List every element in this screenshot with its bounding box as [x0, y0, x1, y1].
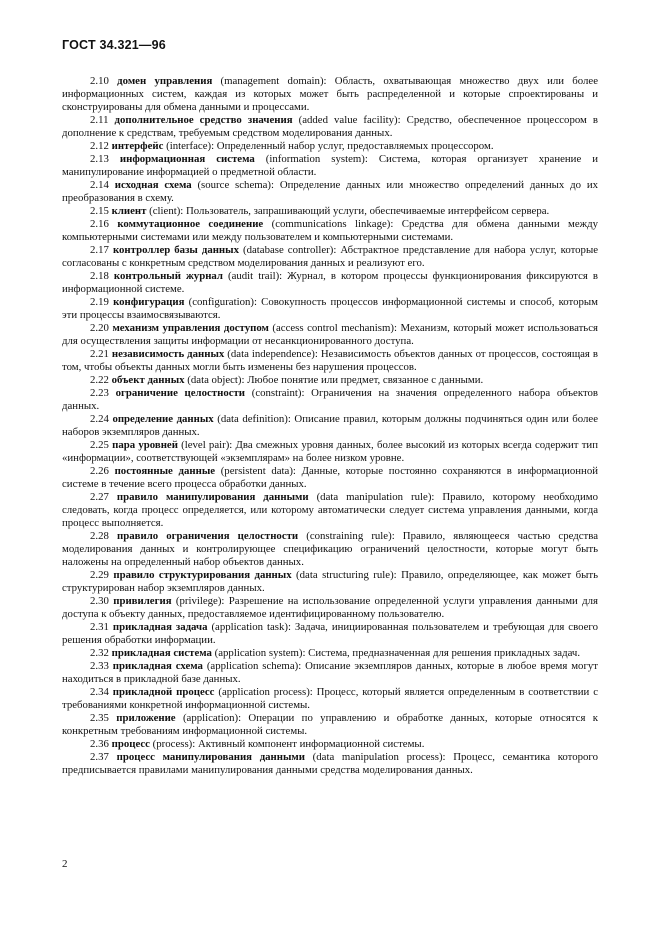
- entry-term: независимость данных: [111, 348, 225, 360]
- entry-definition: (data structuring rule): Правило, определяющее, как может быть структурирован набор экземпляров данных.: [62, 569, 598, 594]
- entry-number: 2.10: [90, 75, 109, 87]
- entry-number: 2.31: [90, 621, 109, 633]
- entry-definition: (application system): Система, предназначенная для решения прикладных задач.: [211, 647, 581, 659]
- entry-definition: (privilege): Разрешение на использование определенной услуги управления данными для доступа к объекту данных, предоставляемое идентифицированному пользователю.: [62, 595, 598, 620]
- definition-entry: [62, 348, 598, 374]
- definition-entry: [62, 621, 598, 647]
- definition-entry: [62, 595, 598, 621]
- definition-entry: [62, 387, 598, 413]
- entry-term: процесс: [111, 738, 150, 750]
- definition-entry: [62, 322, 598, 348]
- entry-definition: (data manipulation process): Процесс, семантика которого предписывается правилами манипулирования данными средства моделирования данных.: [62, 751, 598, 776]
- entry-definition: (application process): Процесс, который является определенным в соответствии с требованиями конкретной информационной системы.: [62, 686, 598, 711]
- entry-term: прикладная система: [111, 647, 212, 659]
- entry-term: приложение: [116, 712, 176, 724]
- entry-number: 2.24: [90, 413, 109, 425]
- entry-term: дополнительное средство значения: [114, 114, 293, 126]
- definition-entry: [62, 374, 598, 387]
- page-number: 2: [62, 858, 68, 870]
- entry-number: 2.14: [90, 179, 109, 191]
- entry-number: 2.23: [90, 387, 109, 399]
- entry-definition: (application task): Задача, инициированная пользователем и требующая для своего решения обработки информации.: [62, 621, 598, 646]
- entry-definition: (information system): Система, которая организует хранение и манипулирование информацией о предметной области.: [62, 153, 598, 178]
- entry-term: исходная схема: [114, 179, 192, 191]
- entry-term: привилегия: [113, 595, 172, 607]
- entry-number: 2.19: [90, 296, 109, 308]
- definition-entry: [62, 491, 598, 530]
- entry-definition: (configuration): Совокупность процессов информационной системы и способ, которым эти процессы взаимосвязываются.: [62, 296, 599, 321]
- definition-entry: [62, 244, 598, 270]
- definition-entry: [62, 712, 598, 738]
- entry-number: 2.27: [90, 491, 109, 503]
- definition-entry: [62, 205, 598, 218]
- entry-term: прикладная задача: [112, 621, 208, 633]
- definition-entry: [62, 75, 598, 114]
- entry-term: определение данных: [112, 413, 214, 425]
- entry-term: прикладной процесс: [112, 686, 215, 698]
- entry-definition: (application): Операции по управлению и обработке данных, которые относятся к конкретным требованиям информационной системы.: [62, 712, 598, 737]
- entry-definition: (constraining rule): Правило, являющееся частью средства моделирования данных и контролирующее спецификацию ограничений целостности, которые могут быть наложены на определенный набор объектов данных.: [62, 530, 599, 568]
- entry-term: прикладная схема: [112, 660, 203, 672]
- entry-definition: (persistent data): Данные, которые постоянно сохраняются в информационной системе в течение всего процесса обработки данных.: [62, 465, 598, 490]
- definition-entry: [62, 569, 598, 595]
- entry-definition: (source schema): Определение данных или множество определений данных до их преобразования в схему.: [62, 179, 598, 204]
- definition-entry: [62, 179, 598, 205]
- entry-term: правило ограничения целостности: [117, 530, 299, 542]
- entry-number: 2.17: [90, 244, 109, 256]
- definition-entry: [62, 751, 598, 777]
- entry-definition: (process): Активный компонент информационной системы.: [149, 738, 425, 750]
- entry-definition: (data object): Любое понятие или предмет, связанное с данными.: [184, 374, 484, 386]
- entry-term: пара уровней: [112, 439, 178, 451]
- entry-number: 2.20: [90, 322, 109, 334]
- entry-definition: (data definition): Описание правил, которым должны подчиняться один или более наборов экземпляров данных.: [62, 413, 598, 438]
- entry-term: ограничение целостности: [115, 387, 246, 399]
- definition-entry: [62, 439, 598, 465]
- entry-number: 2.33: [90, 660, 109, 672]
- entry-term: контроллер базы данных: [112, 244, 239, 256]
- entry-number: 2.30: [90, 595, 109, 607]
- entry-number: 2.36: [90, 738, 109, 750]
- entry-definition: (added value facility): Средство, обеспеченное процессором в дополнение к средствам, требуемым средством моделирования данных.: [62, 114, 599, 139]
- entry-term: процесс манипулирования данными: [116, 751, 305, 763]
- entry-number: 2.13: [90, 153, 109, 165]
- entry-number: 2.35: [90, 712, 109, 724]
- entry-number: 2.26: [90, 465, 109, 477]
- entry-definition: (database controller): Абстрактное представление для набора услуг, которые согласованы с конкретным средством моделирования данных и реализуют его.: [62, 244, 599, 269]
- definition-entry: [62, 465, 598, 491]
- entry-term: контрольный журнал: [113, 270, 223, 282]
- definition-entry: [62, 413, 598, 439]
- entry-number: 2.29: [90, 569, 109, 581]
- entry-number: 2.28: [90, 530, 109, 542]
- entry-term: домен управления: [117, 75, 213, 87]
- entry-number: 2.11: [90, 114, 109, 126]
- entry-number: 2.37: [90, 751, 109, 763]
- entry-number: 2.16: [90, 218, 109, 230]
- entry-number: 2.15: [90, 205, 109, 217]
- entry-definition: (interface): Определенный набор услуг, предоставляемых процессором.: [163, 140, 494, 152]
- definition-entry: [62, 530, 598, 569]
- entry-term: постоянные данные: [114, 465, 216, 477]
- entry-term: правило манипулирования данными: [116, 491, 309, 503]
- entry-definition: (data manipulation rule): Правило, которому необходимо следовать, когда процесс определяется, или которому автоматически следует система управления данными, когда процесс выполняется.: [62, 491, 599, 529]
- entry-number: 2.21: [90, 348, 109, 360]
- entry-definition: (communications linkage): Средства для обмена данными между компьютерными системами или между пользователем и компьютерными системами.: [62, 218, 598, 243]
- entry-definition: (client): Пользователь, запрашивающий услуги, обеспечиваемые интерфейсом сервера.: [146, 205, 550, 217]
- entry-term: правило структурирования данных: [113, 569, 292, 581]
- entry-term: конфигурация: [113, 296, 185, 308]
- entry-number: 2.34: [90, 686, 109, 698]
- definition-entry: [62, 218, 598, 244]
- definition-entry: [62, 686, 598, 712]
- entry-definition: (constraint): Ограничения на значения определенного набора объектов данных.: [62, 387, 599, 412]
- entry-definition: (data independence): Независимость объектов данных от процессов, состоящая в том, чтобы объекты данных могли быть изменены без нарушения процессов.: [62, 348, 599, 373]
- definition-entry: [62, 296, 598, 322]
- entry-term: механизм управления доступом: [112, 322, 269, 334]
- entry-term: объект данных: [111, 374, 185, 386]
- entry-term: интерфейс: [111, 140, 164, 152]
- entry-definition: (management domain): Область, охватывающая множество двух или более информационных систем, каждая из которых может быть распределенной и которые спроектированы и сконструированы для обмена данными и процессами.: [62, 75, 598, 113]
- entry-definition: (access control mechanism): Механизм, который может использоваться для осуществления защиты информации от несанкционированного доступа.: [62, 322, 598, 347]
- entry-number: 2.22: [90, 374, 109, 386]
- definition-entry: [62, 738, 598, 751]
- entry-number: 2.12: [90, 140, 109, 152]
- entry-definition: (audit trail): Журнал, в котором процессы функционирования фиксируются в информационной системе.: [62, 270, 598, 295]
- definition-entry: [62, 270, 598, 296]
- entry-term: коммутационное соединение: [117, 218, 264, 230]
- entry-definition: (level pair): Два смежных уровня данных, более высокий из которых всегда содержит тип «информации», соответствующей «экземплярам» на более низком уровне.: [62, 439, 598, 464]
- entry-number: 2.18: [90, 270, 109, 282]
- entry-definition: (application schema): Описание экземпляров данных, которые в любое время могут находиться в прикладной базе данных.: [62, 660, 599, 685]
- definitions-list: [62, 75, 598, 777]
- definition-entry: [62, 660, 598, 686]
- entry-term: информационная система: [119, 153, 255, 165]
- document-header: ГОСТ 34.321—96: [62, 38, 166, 52]
- definition-entry: [62, 647, 598, 660]
- entry-number: 2.32: [90, 647, 109, 659]
- definition-entry: [62, 114, 598, 140]
- entry-term: клиент: [111, 205, 147, 217]
- entry-number: 2.25: [90, 439, 109, 451]
- definition-entry: [62, 153, 598, 179]
- definition-entry: [62, 140, 598, 153]
